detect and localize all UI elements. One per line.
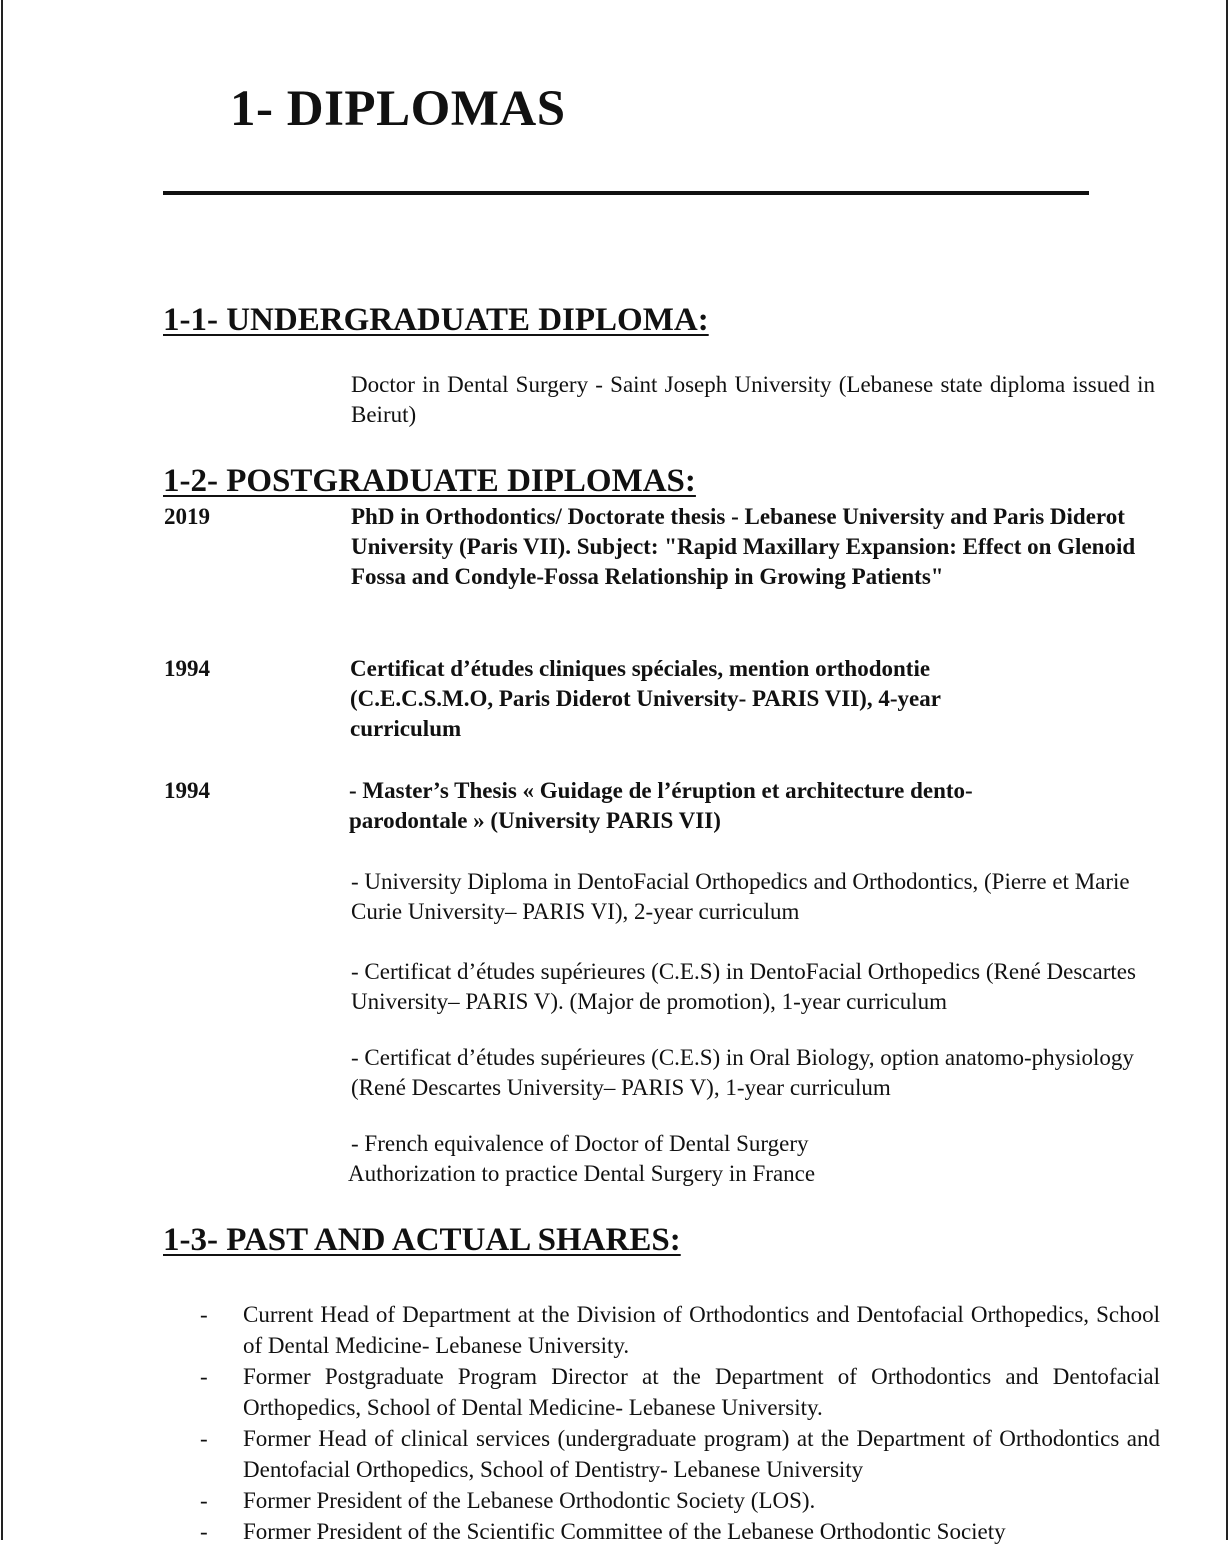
list-item bbox=[200, 1485, 1160, 1516]
postgraduate-entry-university-diploma: - University Diploma in DentoFacial Orthopedics and Orthodontics, (Pierre et Marie Curie University– PARIS VI), 2-year curriculum bbox=[351, 869, 1130, 924]
section-heading-shares: 1-3- PAST AND ACTUAL SHARES: bbox=[163, 1222, 681, 1258]
list-bullet: - bbox=[200, 1426, 208, 1451]
undergraduate-entry: Doctor in Dental Surgery - Saint Joseph University (Lebanese state diploma issued in Beirut) bbox=[351, 372, 1155, 427]
title-rule bbox=[163, 191, 1089, 195]
postgraduate-entry-french-equivalence: - French equivalence of Doctor of Dental Surgery bbox=[351, 1131, 809, 1156]
postgraduate-entry-authorization: Authorization to practice Dental Surgery in France bbox=[348, 1161, 816, 1186]
list-bullet: - bbox=[200, 1302, 208, 1327]
list-item bbox=[200, 1423, 1160, 1485]
list-item-text: Former President of the Scientific Committee of the Lebanese Orthodontic Society bbox=[243, 1519, 1006, 1544]
list-bullet: - bbox=[200, 1364, 208, 1389]
entry-year: 1994 bbox=[164, 656, 210, 681]
postgraduate-entry-master-thesis: - Master’s Thesis « Guidage de l’éruption et architecture dento-parodontale » (University PARIS VII) bbox=[349, 778, 973, 833]
list-item bbox=[200, 1299, 1160, 1361]
list-item bbox=[200, 1516, 1160, 1547]
shares-list bbox=[200, 1299, 1160, 1547]
list-item-text: Current Head of Department at the Division of Orthodontics and Dentofacial Orthopedics, School of Dental Medicine- Lebanese University. bbox=[243, 1302, 1160, 1358]
list-item bbox=[200, 1361, 1160, 1423]
section-heading-undergraduate: 1-1- UNDERGRADUATE DIPLOMA: bbox=[163, 302, 709, 338]
list-item-text: Former President of the Lebanese Orthodontic Society (LOS). bbox=[243, 1488, 816, 1513]
entry-year: 1994 bbox=[164, 778, 210, 803]
page-title: 1- DIPLOMAS bbox=[230, 81, 566, 137]
entry-year: 2019 bbox=[164, 504, 210, 529]
list-item-text: Former Head of clinical services (undergraduate program) at the Department of Orthodontics and Dentofacial Orthopedics, School of Dentistry- Lebanese University bbox=[243, 1426, 1160, 1482]
postgraduate-entry-cecsmo: Certificat d’études cliniques spéciales, mention orthodontie (C.E.C.S.M.O, Paris Diderot University- PARIS VII), 4-year curriculum bbox=[350, 656, 941, 741]
section-heading-postgraduate: 1-2- POSTGRADUATE DIPLOMAS: bbox=[163, 463, 696, 499]
list-bullet: - bbox=[200, 1488, 208, 1513]
postgraduate-entry-phd: PhD in Orthodontics/ Doctorate thesis - Lebanese University and Paris Diderot University (Paris VII). Subject: "Rapid Maxillary Expansion: Effect on Glenoid Fossa and Condyle-Fossa Relationship in Growing Patients" bbox=[351, 504, 1136, 589]
list-item-text: Former Postgraduate Program Director at the Department of Orthodontics and Dentofacial Orthopedics, School of Dental Medicine- Lebanese University. bbox=[243, 1364, 1160, 1420]
postgraduate-entry-ces-orthopedics: - Certificat d’études supérieures (C.E.S) in DentoFacial Orthopedics (René Descartes University– PARIS V). (Major de promotion), 1-year curriculum bbox=[351, 959, 1136, 1014]
postgraduate-entry-ces-oral-biology: - Certificat d’études supérieures (C.E.S) in Oral Biology, option anatomo-physiology (René Descartes University– PARIS V), 1-year curriculum bbox=[351, 1045, 1134, 1100]
list-bullet: - bbox=[200, 1519, 208, 1544]
